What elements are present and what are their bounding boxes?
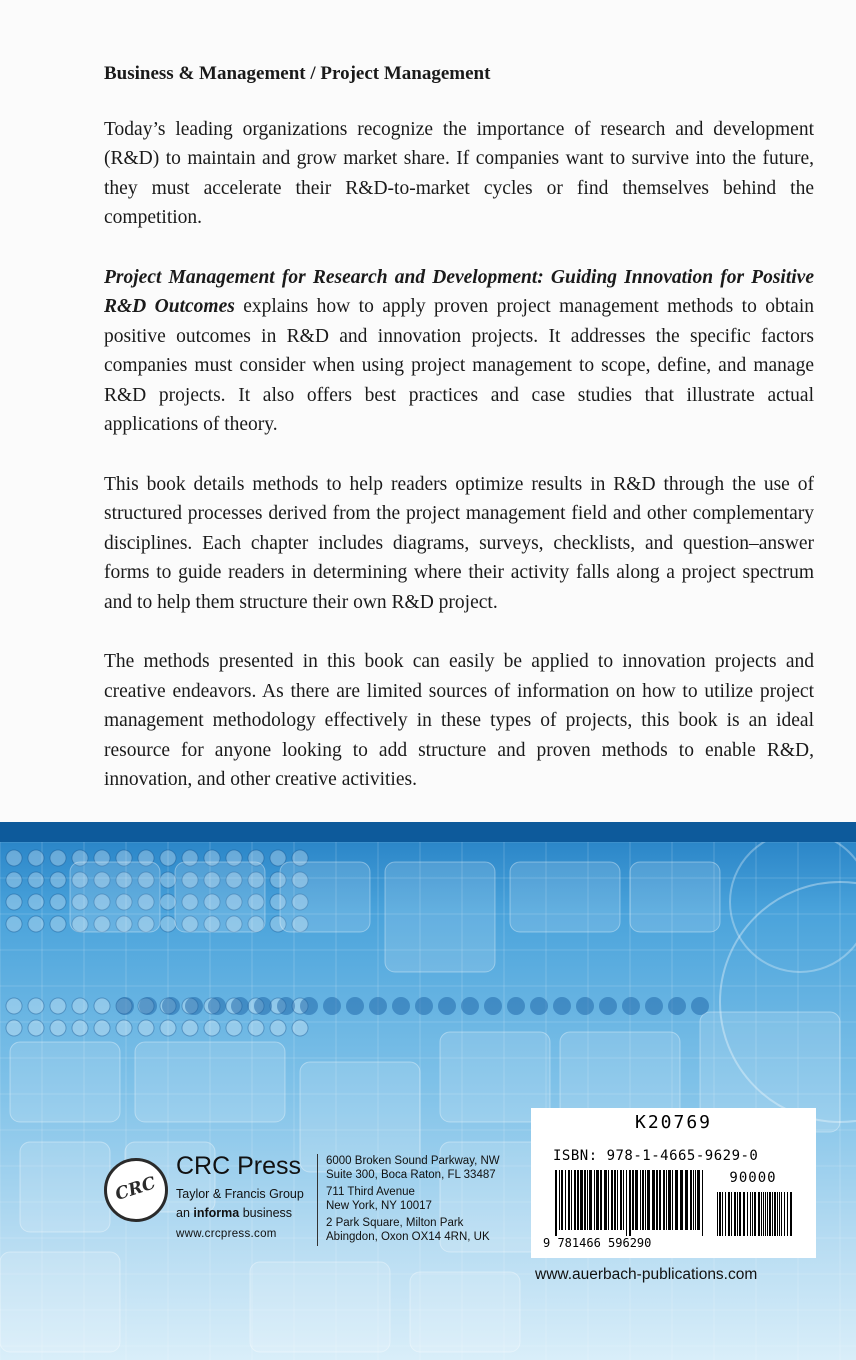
address-line: New York, NY 10017 [326,1200,432,1212]
address-line: Suite 300, Boca Raton, FL 33487 [326,1169,496,1181]
description-paragraph-1: Today’s leading organizations recognize the importance of research and development (R&D) to maintain and grow market share. If companies want to survive into the future, they must accelerate their R&D-to-market cycles or find themselves behind the competition. [104,118,814,229]
footer-url[interactable]: www.auerbach-publications.com [535,1266,758,1283]
back-cover-text [104,62,814,825]
price-code: 90000 [729,1170,777,1186]
publisher-url[interactable]: www.crcpress.com [176,1228,277,1240]
address-line: 6000 Broken Sound Parkway, NW [326,1155,500,1167]
publisher-group: Taylor & Francis Group [176,1187,304,1201]
crc-logo: CRC [104,1158,168,1222]
band-top-stripe [0,822,856,842]
description-paragraph-2 [104,263,814,440]
publisher-divider [317,1154,318,1246]
address-line: 711 Third Avenue [326,1186,415,1198]
paragraph-2-body: explains how to apply proven project management methods to obtain positive outcomes in R&D and innovation projects. It addresses the specific factors companies must consider when using project management to scope, define, and manage R&D projects. It also offers best practices and case studies that illustrate actual applications of theory. [104,296,814,436]
publisher-block [104,1152,524,1248]
ean-digits: 9 781466 596290 [543,1236,652,1250]
informa-line: an informa business [176,1206,293,1220]
publisher-addresses [326,1154,500,1244]
book-title: Project Management for Research and Development: Guiding Innovation for Positive R&D Outcomes [104,266,814,318]
publisher-name: CRC Press [176,1152,302,1180]
isbn-label: ISBN: 978-1-4665-9629-0 [553,1148,759,1164]
address-line: Abingdon, Oxon OX14 4RN, UK [326,1231,490,1243]
address-line: 2 Park Square, Milton Park [326,1217,464,1229]
price-code-box [711,1170,795,1190]
category-heading: Business & Management / Project Management [104,63,491,84]
catalog-code: K20769 [634,1112,713,1133]
description-paragraph-3: This book details methods to help readers optimize results in R&D through the use of structured processes derived from the project management field and other complementary disciplines. Each chapter includes diagrams, surveys, checklists, and question–answer forms to guide readers in determining where their activity falls along a project spectrum and to help them structure their own R&D project. [104,473,814,613]
description-paragraph-4: The methods presented in this book can easily be applied to innovation projects and creative endeavors. As there are limited sources of information on how to utilize project management methodology effectively in these types of projects, this book is an ideal resource for anyone looking to add structure and proven methods to enable R&D, innovation, and other creative activities. [104,651,814,791]
barcode-panel [531,1108,816,1258]
